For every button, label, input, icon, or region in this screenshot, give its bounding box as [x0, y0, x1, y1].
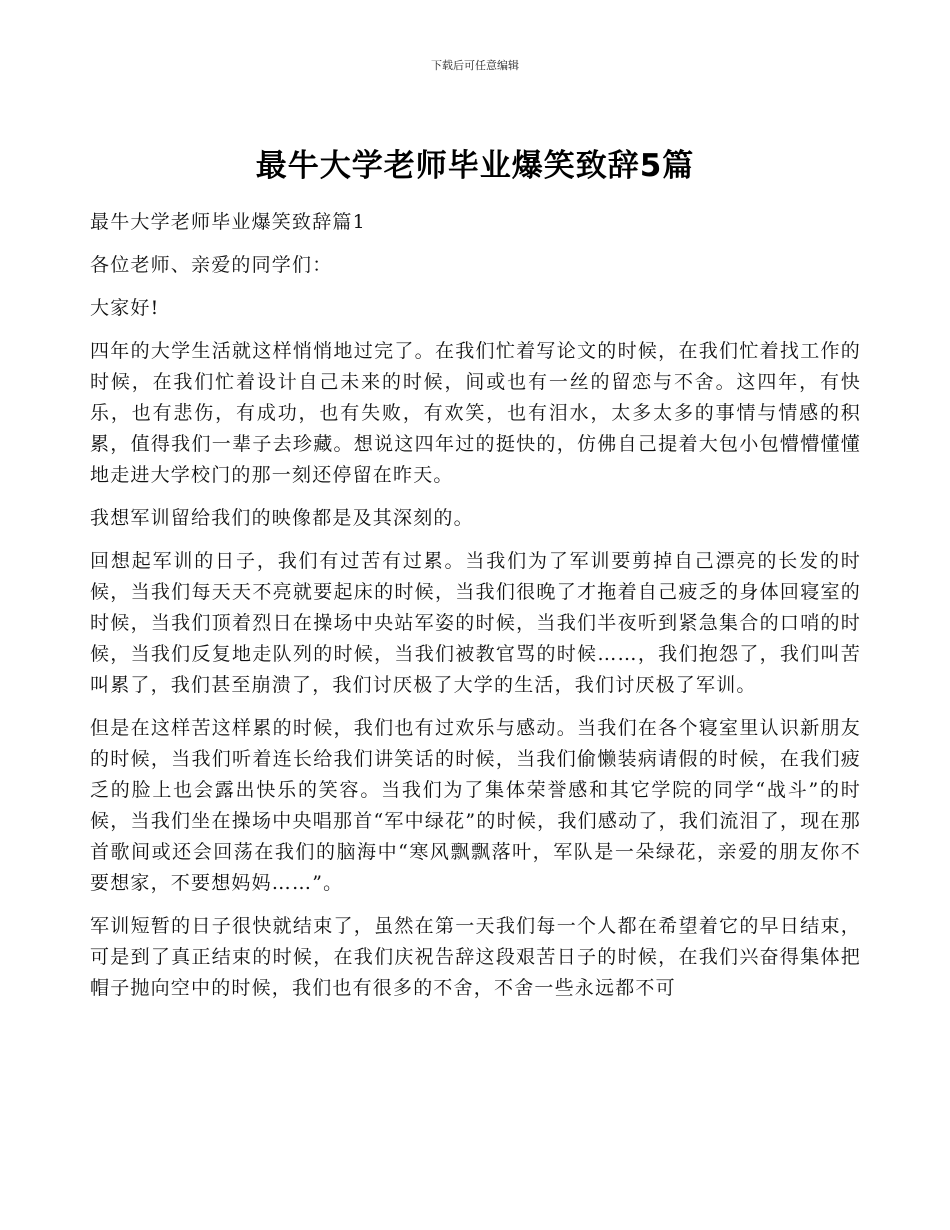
paragraph-training-end: 军训短暂的日子很快就结束了，虽然在第一天我们每一个人都在希望着它的早日结束，可是到了真正结束的时候，在我们庆祝告辞这段艰苦日子的时候，在我们兴奋得集体把帽子抛向空中的时候，我们也有很多的不舍，不舍一些永远都不可 [90, 915, 861, 999]
document-body [90, 207, 861, 1016]
paragraph-military-training-intro: 我想军训留给我们的映像都是及其深刻的。 [90, 507, 474, 529]
paragraph-training-joy: 但是在这样苦这样累的时候，我们也有过欢乐与感动。当我们在各个寝室里认识新朋友的时候，当我们听着连长给我们讲笑话的时候，当我们偷懒装病请假的时候，在我们疲乏的脸上也会露出快乐的笑容。当我们为了集体荣誉感和其它学院的同学“战斗”的时候，当我们坐在操场中央唱那首“军中绿花”的时候，我们感动了，我们流泪了，现在那首歌间或还会回荡在我们的脑海中“寒风飘飘落叶，军队是一朵绿花，亲爱的朋友你不要想家，不要想妈妈……”。 [90, 717, 861, 894]
paragraph-training-hardship: 回想起军训的日子，我们有过苦有过累。当我们为了军训要剪掉自己漂亮的长发的时候，当我们每天天不亮就要起床的时候，当我们很晚了才拖着自己疲乏的身体回寝室的时候，当我们顶着烈日在操场中央站军姿的时候，当我们半夜听到紧急集合的口哨的时候，当我们反复地走队列的时候，当我们被教官骂的时候……，我们抱怨了，我们叫苦叫累了，我们甚至崩溃了，我们讨厌极了大学的生活，我们讨厌极了军训。 [90, 550, 861, 696]
section-heading: 最牛大学老师毕业爆笑致辞篇1 [90, 211, 366, 233]
header-note: 下载后可任意编辑 [431, 59, 519, 72]
salutation: 各位老师、亲爱的同学们： [90, 254, 333, 276]
paragraph-four-years: 四年的大学生活就这样悄悄地过完了。在我们忙着写论文的时候，在我们忙着找工作的时候，在我们忙着设计自己未来的时候，间或也有一丝的留恋与不舍。这四年，有快乐，也有悲伤，有成功，也有失败，有欢笑，也有泪水，太多太多的事情与情感的积累，值得我们一辈子去珍藏。想说这四年过的挺快的，仿佛自己提着大包小包懵懵懂懂地走进大学校门的那一刻还停留在昨天。 [90, 340, 861, 486]
greeting: 大家好! [90, 297, 160, 319]
document-title: 最牛大学老师毕业爆笑致辞5篇 [255, 148, 695, 184]
